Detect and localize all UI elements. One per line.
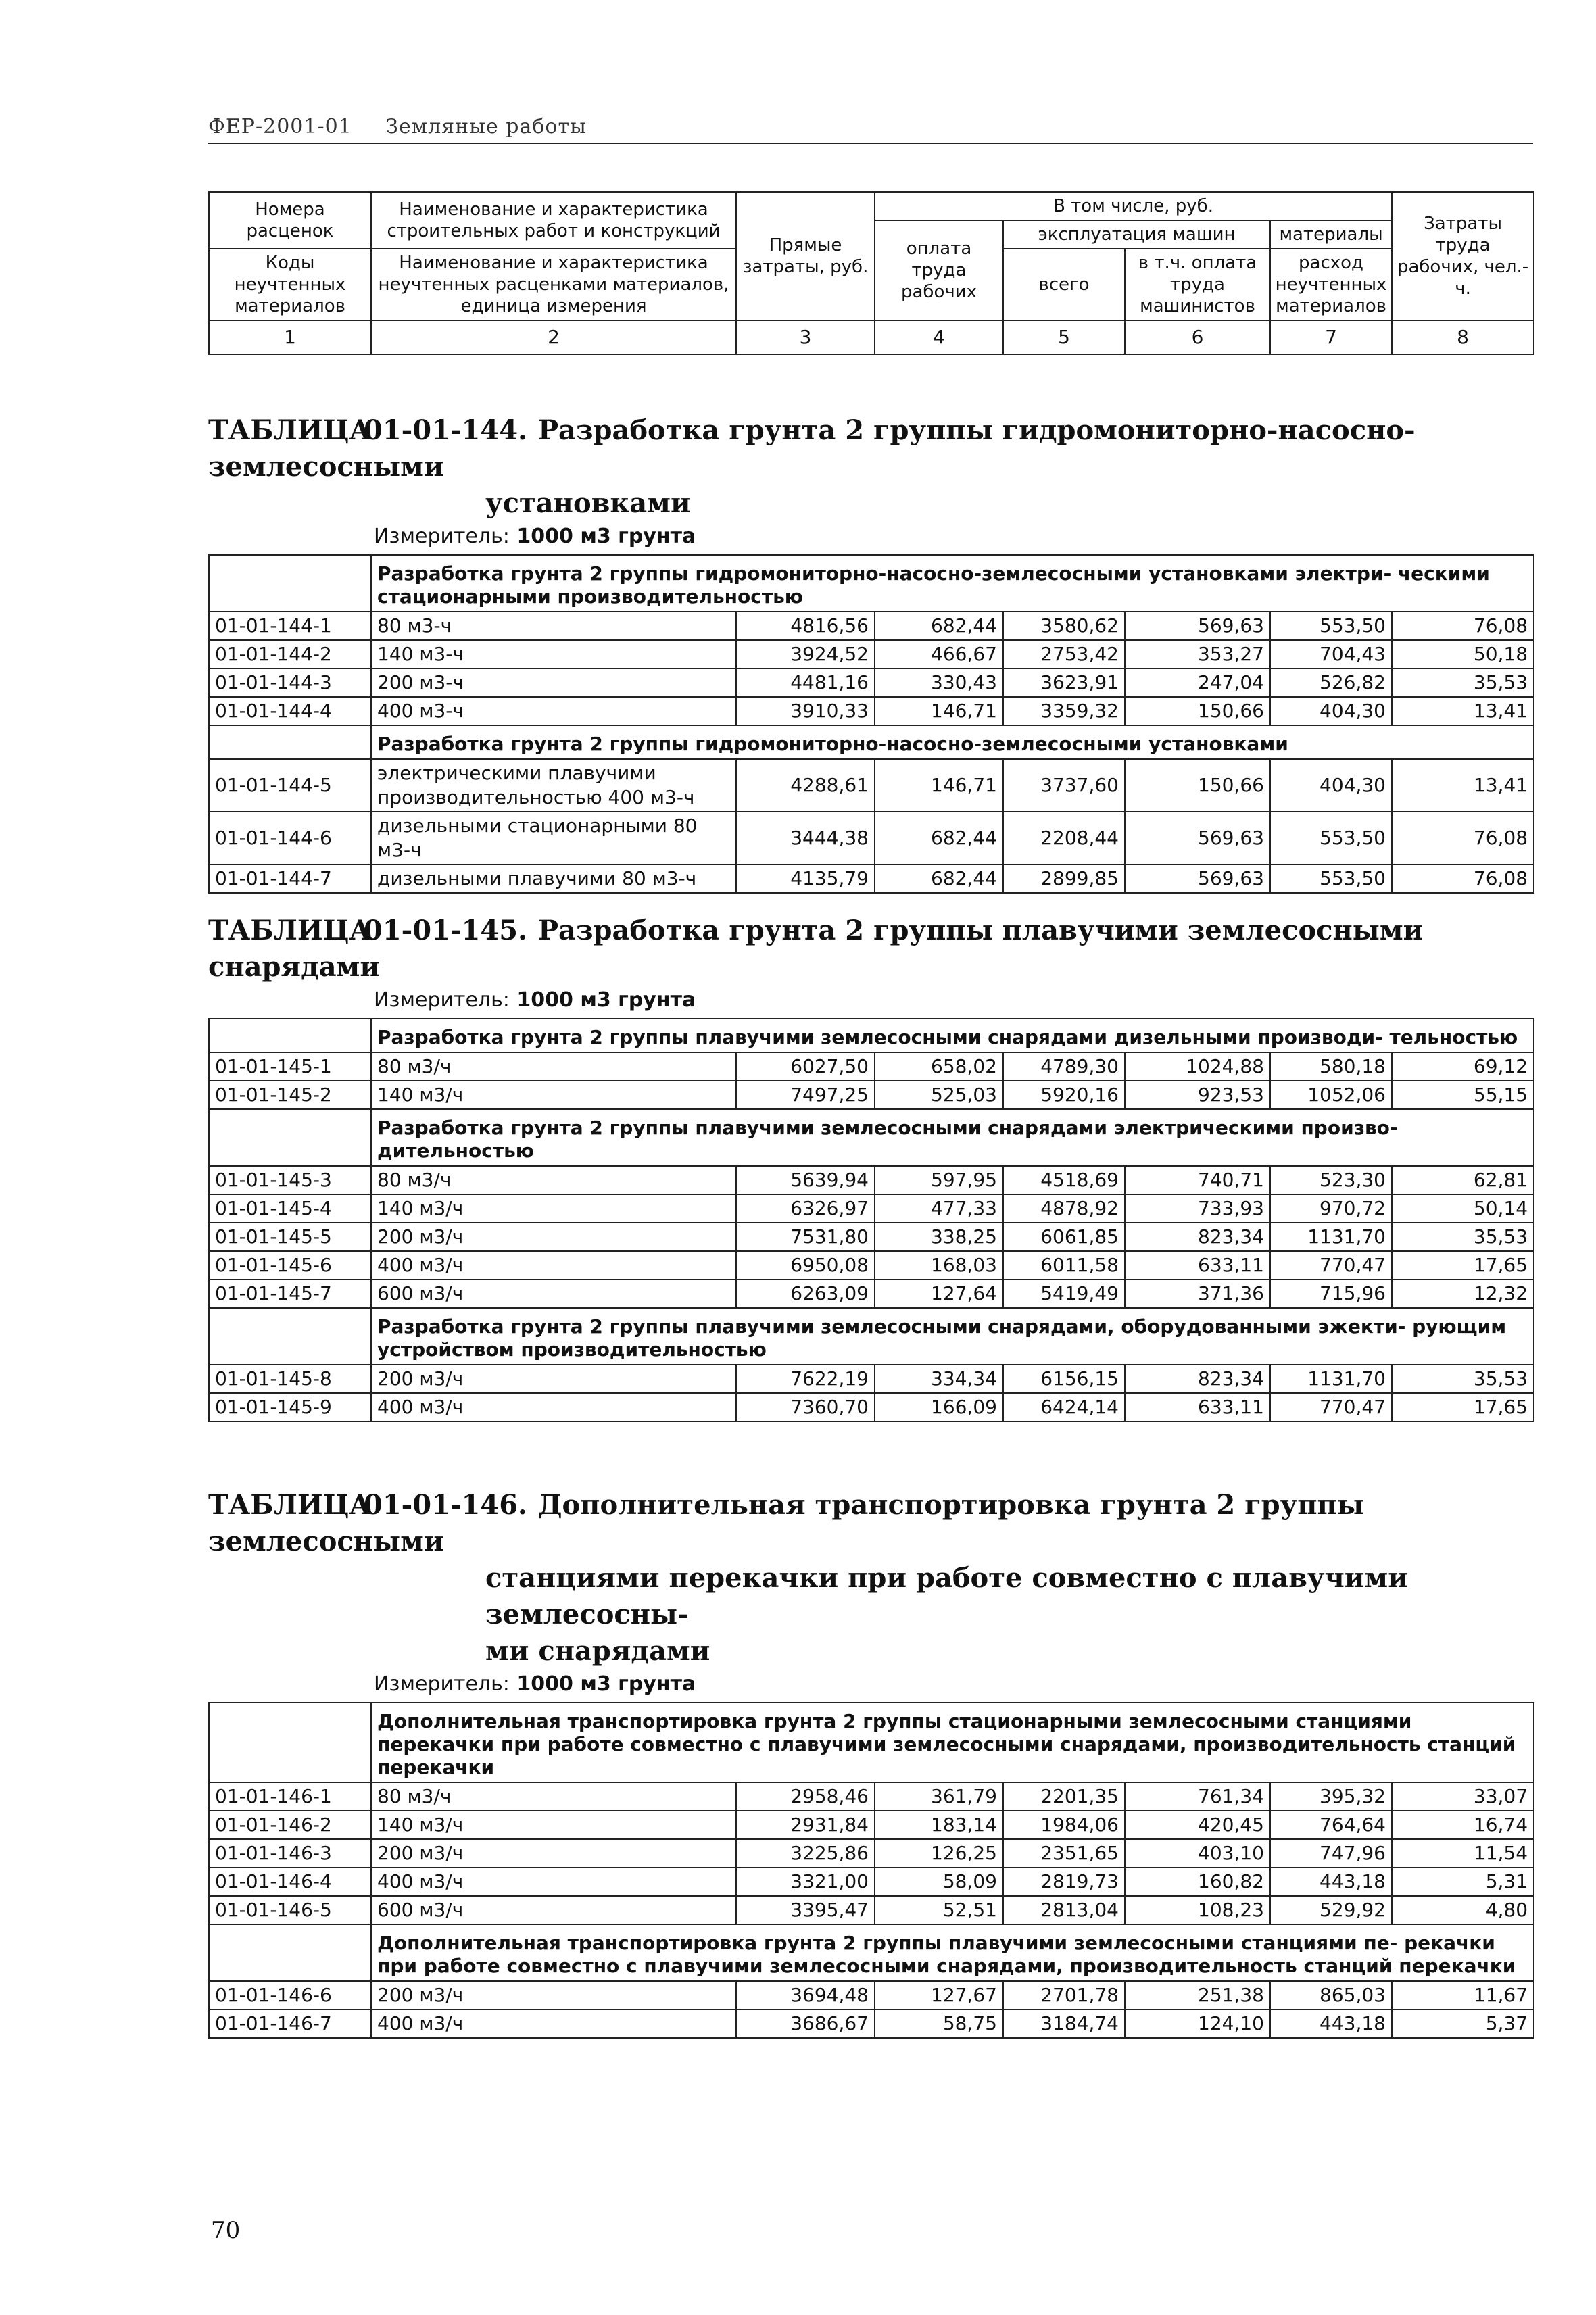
numeric-cell: 4481,16 (736, 668, 875, 697)
numeric-cell: 7622,19 (736, 1365, 875, 1393)
numeric-cell: 569,63 (1125, 864, 1270, 893)
rate-code: 01-01-146-5 (209, 1896, 371, 1924)
work-description: 140 м3/ч (371, 1811, 736, 1839)
numeric-cell: 529,92 (1270, 1896, 1392, 1924)
rate-code: 01-01-144-4 (209, 697, 371, 725)
numeric-cell: 12,32 (1392, 1280, 1534, 1308)
col-header-material-consumption: расход неучтенных материалов (1270, 249, 1392, 320)
numeric-cell: 5419,49 (1003, 1280, 1125, 1308)
numeric-cell: 124,10 (1125, 2009, 1270, 2038)
work-description: 200 м3/ч (371, 1839, 736, 1868)
measurement-unit (208, 522, 1533, 552)
work-description: дизельными стационарными 80 м3-ч (371, 812, 736, 864)
numeric-cell: 58,09 (875, 1868, 1003, 1896)
numeric-cell: 597,95 (875, 1166, 1003, 1194)
table-number: 01-01-145. (364, 915, 527, 946)
numeric-cell: 403,10 (1125, 1839, 1270, 1868)
col-header-machine-operation: эксплуатация машин (1003, 220, 1270, 249)
numeric-cell: 76,08 (1392, 812, 1534, 864)
numeric-cell: 553,50 (1270, 612, 1392, 640)
rate-code: 01-01-145-5 (209, 1223, 371, 1251)
work-description: 140 м3-ч (371, 640, 736, 668)
table-row (209, 812, 1534, 864)
work-description: 400 м3/ч (371, 1251, 736, 1280)
table-title (208, 912, 1533, 985)
table-number: 01-01-144. (364, 414, 527, 446)
numeric-cell: 127,67 (875, 1981, 1003, 2009)
document-code: ФЕР-2001-01 (208, 115, 352, 139)
measurement-label: Измеритель: (374, 525, 510, 548)
column-number-row (209, 320, 1534, 354)
table-row (209, 1811, 1534, 1839)
numeric-cell: 5639,94 (736, 1166, 875, 1194)
table-row (209, 1393, 1534, 1421)
numeric-cell: 127,64 (875, 1280, 1003, 1308)
numeric-cell: 466,67 (875, 640, 1003, 668)
numeric-cell: 770,47 (1270, 1393, 1392, 1421)
rate-code: 01-01-144-2 (209, 640, 371, 668)
table-title-line: ми снарядами (485, 1635, 710, 1667)
numeric-cell: 477,33 (875, 1194, 1003, 1223)
group-heading-spacer (209, 1308, 371, 1365)
work-description: 140 м3/ч (371, 1081, 736, 1109)
rates-table (208, 1018, 1534, 1422)
numeric-cell: 35,53 (1392, 1365, 1534, 1393)
table-row (209, 1280, 1534, 1308)
table-row (209, 1052, 1534, 1081)
numeric-cell: 923,53 (1125, 1081, 1270, 1109)
numeric-cell: 76,08 (1392, 612, 1534, 640)
table-title-text: Разработка грунта 2 группы гидромониторно-насосно-землесосными (208, 414, 1416, 483)
group-heading: Дополнительная транспортировка грунта 2 группы плавучими землесосными станциями пе- рекачки при работе совместно с плавучими землесосными снарядами, производительность станций перекачки (371, 1924, 1534, 1981)
numeric-cell: 11,54 (1392, 1839, 1534, 1868)
col-header-materials: материалы (1270, 220, 1392, 249)
numeric-cell: 770,47 (1270, 1251, 1392, 1280)
measurement-label: Измеритель: (374, 1672, 510, 1696)
numeric-cell: 4,80 (1392, 1896, 1534, 1924)
numeric-cell: 404,30 (1270, 759, 1392, 812)
numeric-cell: 4518,69 (1003, 1166, 1125, 1194)
numeric-cell: 6950,08 (736, 1251, 875, 1280)
col-header-material-codes: Коды неучтенных материалов (209, 249, 371, 320)
group-heading: Разработка грунта 2 группы плавучими землесосными снарядами, оборудованными эжекти- рующим устройством производительностью (371, 1308, 1534, 1365)
numeric-cell: 52,51 (875, 1896, 1003, 1924)
numeric-cell: 69,12 (1392, 1052, 1534, 1081)
numeric-cell: 11,67 (1392, 1981, 1534, 2009)
numeric-cell: 58,75 (875, 2009, 1003, 2038)
numeric-cell: 6011,58 (1003, 1251, 1125, 1280)
numeric-cell: 1131,70 (1270, 1365, 1392, 1393)
numeric-cell: 6326,97 (736, 1194, 875, 1223)
numeric-cell: 183,14 (875, 1811, 1003, 1839)
rate-code: 01-01-145-6 (209, 1251, 371, 1280)
group-heading-spacer (209, 1703, 371, 1782)
table-title (208, 412, 1533, 522)
numeric-cell: 2208,44 (1003, 812, 1125, 864)
numeric-cell: 168,03 (875, 1251, 1003, 1280)
work-description: 80 м3-ч (371, 612, 736, 640)
numeric-cell: 526,82 (1270, 668, 1392, 697)
rate-code: 01-01-145-3 (209, 1166, 371, 1194)
table-row (209, 668, 1534, 697)
table-row (209, 1081, 1534, 1109)
group-heading-spacer (209, 555, 371, 612)
table-title (208, 1487, 1533, 1670)
numeric-cell: 2351,65 (1003, 1839, 1125, 1868)
numeric-cell: 5,31 (1392, 1868, 1534, 1896)
col-header-machines-total: всего (1003, 249, 1125, 320)
numeric-cell: 2813,04 (1003, 1896, 1125, 1924)
table-title-line (208, 1487, 1533, 1560)
col-header-worker-pay: оплата труда рабочих (875, 220, 1003, 320)
numeric-cell: 3924,52 (736, 640, 875, 668)
numeric-cell: 146,71 (875, 759, 1003, 812)
group-heading-row (209, 1703, 1534, 1782)
group-heading-row (209, 1019, 1534, 1052)
numeric-cell: 3580,62 (1003, 612, 1125, 640)
measurement-value: 1000 м3 грунта (516, 1672, 696, 1696)
numeric-cell: 50,18 (1392, 640, 1534, 668)
measurement-unit (208, 985, 1533, 1015)
rate-code: 01-01-144-5 (209, 759, 371, 812)
document-section-title: Земляные работы (385, 115, 587, 139)
numeric-cell: 1131,70 (1270, 1223, 1392, 1251)
work-description: 200 м3/ч (371, 1365, 736, 1393)
group-heading: Разработка грунта 2 группы плавучими землесосными снарядами дизельными производи- тельностью (371, 1019, 1534, 1052)
table-row (209, 864, 1534, 893)
numeric-cell: 4816,56 (736, 612, 875, 640)
work-description: 600 м3/ч (371, 1896, 736, 1924)
work-description: 400 м3/ч (371, 2009, 736, 2038)
numeric-cell: 3444,38 (736, 812, 875, 864)
numeric-cell: 5,37 (1392, 2009, 1534, 2038)
rate-code: 01-01-146-1 (209, 1782, 371, 1811)
numeric-cell: 126,25 (875, 1839, 1003, 1868)
rate-code: 01-01-146-7 (209, 2009, 371, 2038)
group-heading-row (209, 1924, 1534, 1981)
table-row (209, 1166, 1534, 1194)
numeric-cell: 6263,09 (736, 1280, 875, 1308)
numeric-cell: 2958,46 (736, 1782, 875, 1811)
col-header-operator-pay: в т.ч. оплата труда машинистов (1125, 249, 1270, 320)
table-row (209, 612, 1534, 640)
column-number: 3 (736, 320, 875, 354)
numeric-cell: 2899,85 (1003, 864, 1125, 893)
table-row (209, 2009, 1534, 2038)
table-section-01-01-145 (208, 912, 1533, 1422)
group-heading: Дополнительная транспортировка грунта 2 группы стационарными землесосными станциями перекачки при работе совместно с плавучими землесосными снарядами, производительность станций перекачки (371, 1703, 1534, 1782)
work-description: дизельными плавучими 80 м3-ч (371, 864, 736, 893)
numeric-cell: 353,27 (1125, 640, 1270, 668)
numeric-cell: 4288,61 (736, 759, 875, 812)
numeric-cell: 682,44 (875, 864, 1003, 893)
numeric-cell: 970,72 (1270, 1194, 1392, 1223)
numeric-cell: 3321,00 (736, 1868, 875, 1896)
table-row (209, 1365, 1534, 1393)
table-row (209, 1868, 1534, 1896)
rate-code: 01-01-146-2 (209, 1811, 371, 1839)
numeric-cell: 3395,47 (736, 1896, 875, 1924)
rate-code: 01-01-144-3 (209, 668, 371, 697)
numeric-cell: 1024,88 (1125, 1052, 1270, 1081)
col-header-work-name: Наименование и характеристика строительных работ и конструкций (371, 192, 736, 249)
numeric-cell: 35,53 (1392, 1223, 1534, 1251)
group-heading-spacer (209, 1924, 371, 1981)
group-heading-row (209, 555, 1534, 612)
group-heading-spacer (209, 1109, 371, 1166)
column-number: 5 (1003, 320, 1125, 354)
numeric-cell: 33,07 (1392, 1782, 1534, 1811)
numeric-cell: 160,82 (1125, 1868, 1270, 1896)
column-number: 6 (1125, 320, 1270, 354)
numeric-cell: 2931,84 (736, 1811, 875, 1839)
table-label: ТАБЛИЦА (208, 414, 371, 446)
numeric-cell: 3225,86 (736, 1839, 875, 1868)
numeric-cell: 4878,92 (1003, 1194, 1125, 1223)
rate-code: 01-01-146-3 (209, 1839, 371, 1868)
measurement-value: 1000 м3 грунта (516, 988, 696, 1012)
col-header-including: В том числе, руб. (875, 192, 1392, 220)
numeric-cell: 338,25 (875, 1223, 1003, 1251)
table-title-text: Дополнительная транспортировка грунта 2 группы землесосными (208, 1489, 1364, 1557)
group-heading: Разработка грунта 2 группы гидромониторно-насосно-землесосными установками электри- ческими стационарными производительностью (371, 555, 1534, 612)
col-header-rate-numbers: Номера расценок (209, 192, 371, 249)
numeric-cell: 6424,14 (1003, 1393, 1125, 1421)
table-title-line (208, 412, 1533, 485)
numeric-cell: 404,30 (1270, 697, 1392, 725)
numeric-cell: 150,66 (1125, 759, 1270, 812)
work-description: 200 м3/ч (371, 1981, 736, 2009)
table-title-text: Разработка грунта 2 группы плавучими землесосными снарядами (208, 915, 1424, 983)
numeric-cell: 633,11 (1125, 1393, 1270, 1421)
rate-code: 01-01-144-7 (209, 864, 371, 893)
numeric-cell: 733,93 (1125, 1194, 1270, 1223)
page-number: 70 (211, 2217, 241, 2244)
numeric-cell: 334,34 (875, 1365, 1003, 1393)
table-title-line: установками (485, 487, 691, 519)
numeric-cell: 761,34 (1125, 1782, 1270, 1811)
rate-code: 01-01-146-6 (209, 1981, 371, 2009)
column-number: 7 (1270, 320, 1392, 354)
rate-code: 01-01-145-9 (209, 1393, 371, 1421)
numeric-cell: 2753,42 (1003, 640, 1125, 668)
group-heading-spacer (209, 1019, 371, 1052)
numeric-cell: 6061,85 (1003, 1223, 1125, 1251)
work-description: 400 м3/ч (371, 1868, 736, 1896)
rate-code: 01-01-145-2 (209, 1081, 371, 1109)
numeric-cell: 580,18 (1270, 1052, 1392, 1081)
work-description: 80 м3/ч (371, 1166, 736, 1194)
numeric-cell: 3184,74 (1003, 2009, 1125, 2038)
numeric-cell: 150,66 (1125, 697, 1270, 725)
group-heading-row (209, 1308, 1534, 1365)
work-description: 140 м3/ч (371, 1194, 736, 1223)
numeric-cell: 5920,16 (1003, 1081, 1125, 1109)
numeric-cell: 823,34 (1125, 1365, 1270, 1393)
table-title-line (208, 912, 1533, 985)
numeric-cell: 55,15 (1392, 1081, 1534, 1109)
table-section-01-01-146 (208, 1487, 1533, 2039)
numeric-cell: 747,96 (1270, 1839, 1392, 1868)
work-description: электрическими плавучими производительностью 400 м3-ч (371, 759, 736, 812)
col-header-direct-costs: Прямые затраты, руб. (736, 192, 875, 320)
group-heading-spacer (209, 725, 371, 759)
numeric-cell: 764,64 (1270, 1811, 1392, 1839)
numeric-cell: 17,65 (1392, 1393, 1534, 1421)
table-label: ТАБЛИЦА (208, 915, 371, 946)
table-row (209, 1223, 1534, 1251)
numeric-cell: 633,11 (1125, 1251, 1270, 1280)
numeric-cell: 62,81 (1392, 1166, 1534, 1194)
work-description: 80 м3/ч (371, 1052, 736, 1081)
col-header-labor-costs: Затраты труда рабочих, чел.-ч. (1392, 192, 1534, 320)
numeric-cell: 13,41 (1392, 697, 1534, 725)
numeric-cell: 3694,48 (736, 1981, 875, 2009)
numeric-cell: 76,08 (1392, 864, 1534, 893)
rate-code: 01-01-145-7 (209, 1280, 371, 1308)
table-row (209, 1194, 1534, 1223)
numeric-cell: 682,44 (875, 812, 1003, 864)
numeric-cell: 6156,15 (1003, 1365, 1125, 1393)
numeric-cell: 50,14 (1392, 1194, 1534, 1223)
rate-code: 01-01-146-4 (209, 1868, 371, 1896)
table-row (209, 697, 1534, 725)
numeric-cell: 865,03 (1270, 1981, 1392, 2009)
rate-code: 01-01-145-8 (209, 1365, 371, 1393)
rates-table (208, 1702, 1534, 2039)
numeric-cell: 1984,06 (1003, 1811, 1125, 1839)
numeric-cell: 108,23 (1125, 1896, 1270, 1924)
table-row (209, 759, 1534, 812)
work-description: 200 м3/ч (371, 1223, 736, 1251)
measurement-value: 1000 м3 грунта (516, 525, 696, 548)
numeric-cell: 2819,73 (1003, 1868, 1125, 1896)
numeric-cell: 2701,78 (1003, 1981, 1125, 2009)
measurement-unit (208, 1670, 1533, 1699)
column-number: 2 (371, 320, 736, 354)
running-header (208, 115, 1533, 144)
work-description: 600 м3/ч (371, 1280, 736, 1308)
numeric-cell: 146,71 (875, 697, 1003, 725)
numeric-cell: 395,32 (1270, 1782, 1392, 1811)
table-label: ТАБЛИЦА (208, 1489, 371, 1521)
numeric-cell: 569,63 (1125, 612, 1270, 640)
numeric-cell: 6027,50 (736, 1052, 875, 1081)
numeric-cell: 443,18 (1270, 1868, 1392, 1896)
numeric-cell: 525,03 (875, 1081, 1003, 1109)
table-number: 01-01-146. (364, 1489, 527, 1521)
numeric-cell: 740,71 (1125, 1166, 1270, 1194)
numeric-cell: 1052,06 (1270, 1081, 1392, 1109)
column-header-table (208, 191, 1534, 355)
numeric-cell: 682,44 (875, 612, 1003, 640)
numeric-cell: 330,43 (875, 668, 1003, 697)
table-row (209, 1839, 1534, 1868)
numeric-cell: 7360,70 (736, 1393, 875, 1421)
numeric-cell: 7497,25 (736, 1081, 875, 1109)
numeric-cell: 251,38 (1125, 1981, 1270, 2009)
numeric-cell: 3623,91 (1003, 668, 1125, 697)
col-header-material-name: Наименование и характеристика неучтенных расценками материалов, единица измерения (371, 249, 736, 320)
numeric-cell: 35,53 (1392, 668, 1534, 697)
numeric-cell: 443,18 (1270, 2009, 1392, 2038)
rates-table (208, 554, 1534, 894)
work-description: 400 м3-ч (371, 697, 736, 725)
numeric-cell: 420,45 (1125, 1811, 1270, 1839)
numeric-cell: 371,36 (1125, 1280, 1270, 1308)
numeric-cell: 569,63 (1125, 812, 1270, 864)
table-section-01-01-144 (208, 412, 1533, 894)
table-row (209, 1981, 1534, 2009)
table-row (209, 1782, 1534, 1811)
rate-code: 01-01-144-6 (209, 812, 371, 864)
group-heading: Разработка грунта 2 группы гидромониторно-насосно-землесосными установками (371, 725, 1534, 759)
numeric-cell: 4135,79 (736, 864, 875, 893)
numeric-cell: 658,02 (875, 1052, 1003, 1081)
numeric-cell: 3359,32 (1003, 697, 1125, 725)
column-number: 8 (1392, 320, 1534, 354)
column-number: 1 (209, 320, 371, 354)
numeric-cell: 4789,30 (1003, 1052, 1125, 1081)
numeric-cell: 247,04 (1125, 668, 1270, 697)
measurement-label: Измеритель: (374, 988, 510, 1012)
numeric-cell: 361,79 (875, 1782, 1003, 1811)
numeric-cell: 17,65 (1392, 1251, 1534, 1280)
work-description: 80 м3/ч (371, 1782, 736, 1811)
work-description: 400 м3/ч (371, 1393, 736, 1421)
numeric-cell: 3737,60 (1003, 759, 1125, 812)
numeric-cell: 715,96 (1270, 1280, 1392, 1308)
table-row (209, 1896, 1534, 1924)
numeric-cell: 2201,35 (1003, 1782, 1125, 1811)
table-title-line: станциями перекачки при работе совместно с плавучими землесосны- (485, 1562, 1408, 1630)
rate-code: 01-01-144-1 (209, 612, 371, 640)
numeric-cell: 166,09 (875, 1393, 1003, 1421)
column-number: 4 (875, 320, 1003, 354)
numeric-cell: 823,34 (1125, 1223, 1270, 1251)
rate-code: 01-01-145-4 (209, 1194, 371, 1223)
numeric-cell: 3686,67 (736, 2009, 875, 2038)
rate-code: 01-01-145-1 (209, 1052, 371, 1081)
group-heading-row (209, 725, 1534, 759)
group-heading: Разработка грунта 2 группы плавучими землесосными снарядами электрическими произво- дительностью (371, 1109, 1534, 1166)
group-heading-row (209, 1109, 1534, 1166)
numeric-cell: 7531,80 (736, 1223, 875, 1251)
numeric-cell: 13,41 (1392, 759, 1534, 812)
numeric-cell: 704,43 (1270, 640, 1392, 668)
numeric-cell: 553,50 (1270, 812, 1392, 864)
numeric-cell: 3910,33 (736, 697, 875, 725)
work-description: 200 м3-ч (371, 668, 736, 697)
numeric-cell: 16,74 (1392, 1811, 1534, 1839)
numeric-cell: 553,50 (1270, 864, 1392, 893)
table-row (209, 640, 1534, 668)
numeric-cell: 523,30 (1270, 1166, 1392, 1194)
table-row (209, 1251, 1534, 1280)
